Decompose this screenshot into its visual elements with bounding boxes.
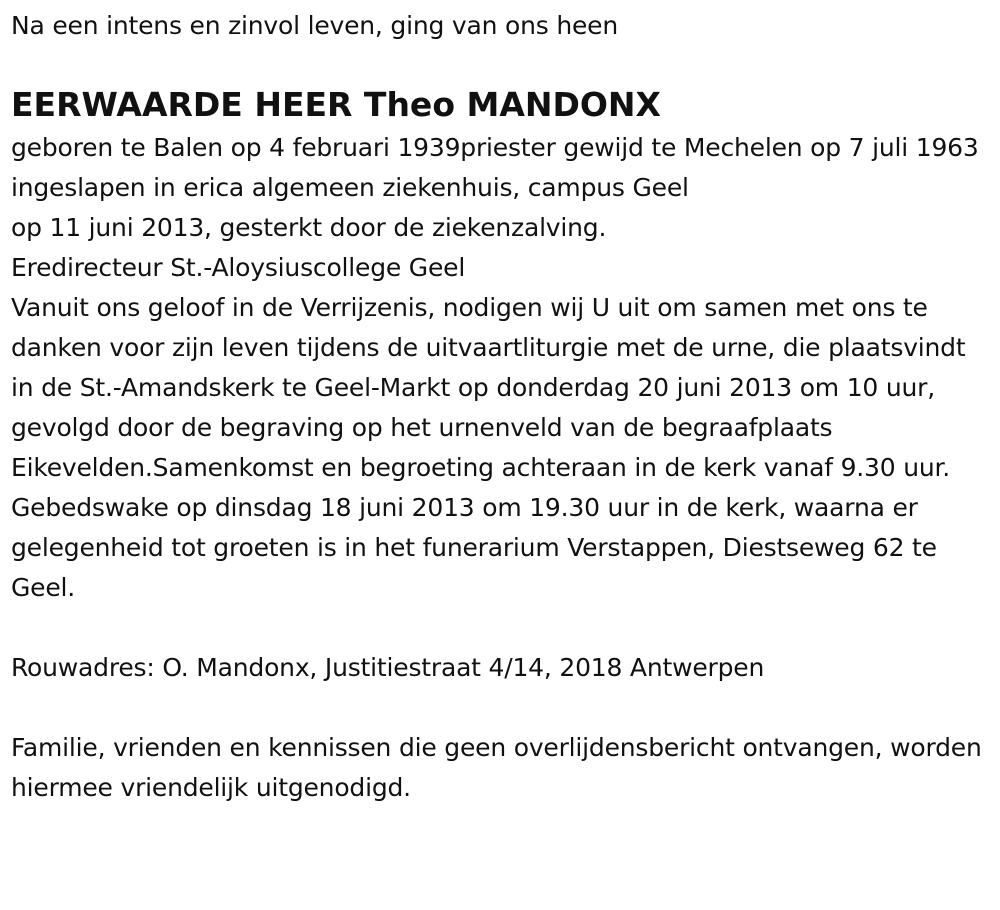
prayer-wake-paragraph: Gebedswake op dinsdag 18 juni 2013 om 19.30 uur in de kerk, waarna er gelegenheid tot groeten is in het funerarium Verstappen, Diestseweg 62 te Geel. xyxy=(11,493,937,602)
birth-ordination-text: geboren te Balen op 4 februari 1939priester gewijd te Mechelen op 7 juli 1963 xyxy=(11,133,979,162)
intro-text: Na een intens en zinvol leven, ging van ons heen xyxy=(11,11,618,40)
funeral-paragraph: Vanuit ons geloof in de Verrijzenis, nodigen wij U uit om samen met ons te danken voor zijn leven tijdens de uitvaartliturgie met de urne, die plaatsvindt in de St.-Amandskerk te Geel-Markt op donderdag 20 juni 2013 om 10 uur, gevolgd door de begraving op het urnenveld van de begraafplaats Eikevelden.Samenkomst en begroeting achteraan in de kerk vanaf 9.30 uur. xyxy=(11,293,966,482)
role-text: Eredirecteur St.-Aloysiuscollege Geel xyxy=(11,253,466,282)
deceased-name: EERWAARDE HEER Theo MANDONX xyxy=(11,85,661,124)
invitation-paragraph: Familie, vrienden en kennissen die geen overlijdensbericht ontvangen, worden hiermee vriendelijk uitgenodigd. xyxy=(11,733,982,802)
mourning-address: Rouwadres: O. Mandonx, Justitiestraat 4/14, 2018 Antwerpen xyxy=(11,653,765,682)
death-date-text: op 11 juni 2013, gesterkt door de ziekenzalving. xyxy=(11,213,607,242)
death-place-text: ingeslapen in erica algemeen ziekenhuis, campus Geel xyxy=(11,173,689,202)
obituary-notice xyxy=(11,6,986,808)
